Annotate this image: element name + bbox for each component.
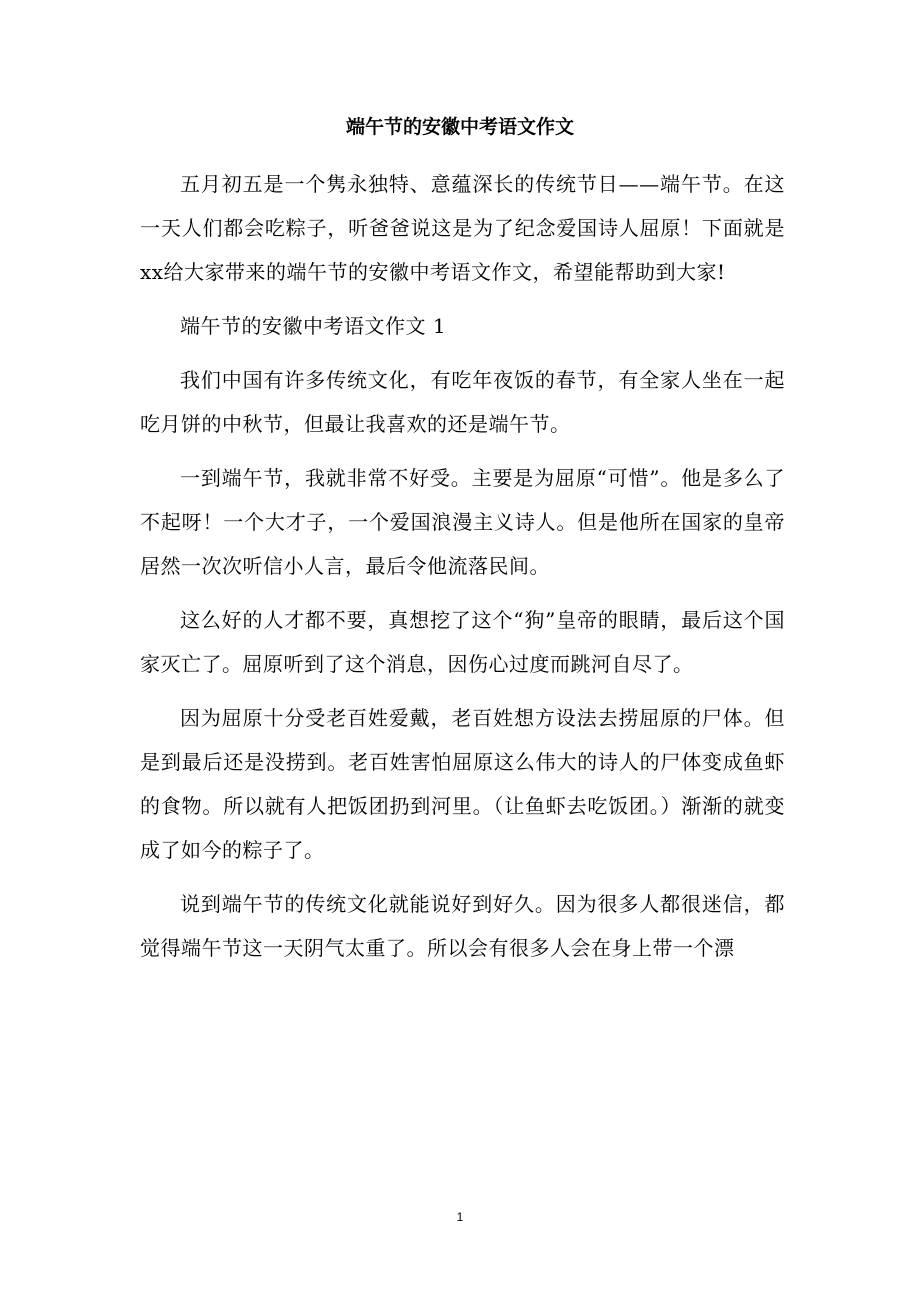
paragraph-intro: 五月初五是一个隽永独特、意蕴深长的传统节日——端午节。在这一天人们都会吃粽子，听爸爸说这是为了纪念爱国诗人屈原！下面就是xx给大家带来的端午节的安徽中考语文作文，希望能帮助到大家!: [140, 172, 785, 284]
page-number: 1: [456, 1210, 464, 1224]
paragraph: 说到端午节的传统文化就能说好到好久。因为很多人都很迷信，都觉得端午节这一天阴气太重了。所以会有很多人会在身上带一个漂: [140, 892, 785, 960]
paragraph: 这么好的人才都不要，真想挖了这个“狗”皇帝的眼睛，最后这个国家灭亡了。屈原听到了这个消息，因伤心过度而跳河自尽了。: [140, 608, 785, 676]
section-heading: 端午节的安徽中考语文作文 1: [180, 314, 447, 338]
document-body: [140, 162, 785, 980]
paragraph: 因为屈原十分受老百姓爱戴，老百姓想方设法去捞屈原的尸体。但是到最后还是没捞到。老百姓害怕屈原这么伟大的诗人的尸体变成鱼虾的食物。所以就有人把饭团扔到河里。（让鱼虾去吃饭团。）渐渐的就变成了如今的粽子了。: [140, 706, 785, 862]
paragraph: 一到端午节，我就非常不好受。主要是为屈原“可惜”。他是多么了不起呀！一个大才子，一个爱国浪漫主义诗人。但是他所在国家的皇帝居然一次次听信小人言，最后令他流落民间。: [140, 466, 785, 578]
document-title: 端午节的安徽中考语文作文: [345, 116, 574, 138]
paragraph: 我们中国有许多传统文化，有吃年夜饭的春节，有全家人坐在一起吃月饼的中秋节，但最让我喜欢的还是端午节。: [140, 368, 785, 436]
